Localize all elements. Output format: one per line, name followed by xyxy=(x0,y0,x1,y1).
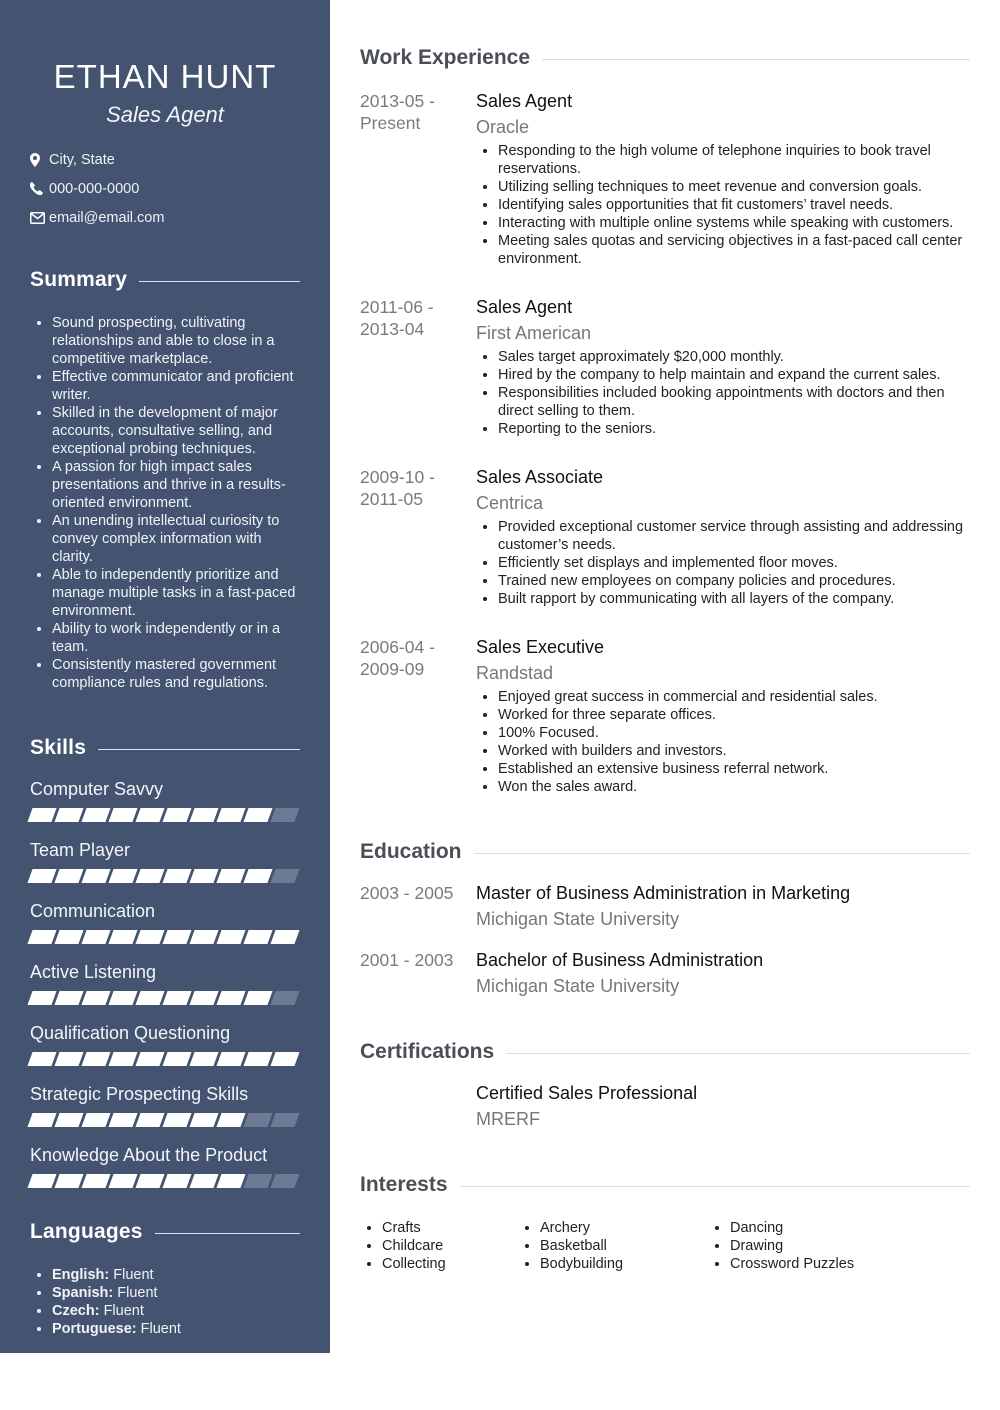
skill-segment-empty xyxy=(270,1174,299,1188)
job-bullets xyxy=(476,348,970,438)
skill-segment-filled xyxy=(135,1052,164,1066)
skill-segment-filled xyxy=(54,991,83,1005)
skill-segment-filled xyxy=(162,869,191,883)
interests-columns xyxy=(360,1219,970,1273)
skill-segment-filled xyxy=(27,991,56,1005)
skill-item xyxy=(30,961,300,1005)
interest-item: • Bodybuilding xyxy=(540,1255,708,1273)
summary-item: • A passion for high impact sales presentations and thrive in a results-oriented environment. xyxy=(52,458,300,512)
job-dates xyxy=(360,90,476,268)
job-title: Sales Associate xyxy=(476,467,604,487)
summary-heading xyxy=(30,268,300,292)
summary-list xyxy=(30,314,300,692)
skill-segment-filled xyxy=(189,991,218,1005)
skill-segment-filled xyxy=(27,808,56,822)
envelope-icon xyxy=(30,212,48,224)
job-entry xyxy=(360,636,970,796)
skill-rating-bar xyxy=(30,808,300,822)
education-school: Michigan State University xyxy=(476,976,680,996)
skill-segment-empty xyxy=(243,1174,272,1188)
job-body xyxy=(476,636,970,796)
education-heading xyxy=(360,840,970,864)
skill-name: Communication xyxy=(30,901,156,921)
interests-column xyxy=(518,1219,708,1273)
job-bullet: • Identifying sales opportunities that fit customers’ travel needs. xyxy=(498,196,970,214)
summary-item: • Effective communicator and proficient writer. xyxy=(52,368,300,404)
education-entry xyxy=(360,949,970,997)
job-company: Randstad xyxy=(476,663,554,683)
skill-segment-filled xyxy=(108,1174,137,1188)
language-level: Fluent xyxy=(113,1267,154,1283)
main-content xyxy=(360,0,970,1273)
skill-name: Active Listening xyxy=(30,962,157,982)
sidebar xyxy=(0,0,330,1353)
job-bullet: • Provided exceptional customer service through assisting and addressing customer’s needs. xyxy=(498,518,970,554)
skill-segment-empty xyxy=(270,808,299,822)
job-date-end: 2009-09 xyxy=(360,659,425,679)
interests-column xyxy=(708,1219,908,1273)
skill-name: Knowledge About the Product xyxy=(30,1145,268,1165)
skill-segment-filled xyxy=(162,808,191,822)
job-bullet: • Responsibilities included booking appointments with doctors and then direct selling to them. xyxy=(498,384,970,420)
skill-segment-filled xyxy=(189,869,218,883)
work-title: Work Experience xyxy=(360,46,531,69)
certifications-title: Certifications xyxy=(360,1040,495,1063)
education-degree: Bachelor of Business Administration xyxy=(476,950,764,970)
job-bullets xyxy=(476,688,970,796)
skills-title: Skills xyxy=(30,736,87,759)
job-bullet: • Interacting with multiple online systems while speaking with customers. xyxy=(498,214,970,232)
skill-segment-filled xyxy=(189,808,218,822)
skill-segment-filled xyxy=(108,930,137,944)
interests-column xyxy=(360,1219,518,1273)
skill-segment-filled xyxy=(162,1174,191,1188)
job-bullet: • Built rapport by communicating with all layers of the company. xyxy=(498,590,970,608)
work-divider xyxy=(542,59,970,60)
skill-segment-filled xyxy=(216,1174,245,1188)
location-text: City, State xyxy=(49,151,115,168)
skill-segment-filled xyxy=(243,1052,272,1066)
skill-segment-filled xyxy=(27,869,56,883)
job-bullet: • Meeting sales quotas and servicing objectives in a fast-paced call center environment. xyxy=(498,232,970,268)
job-dates xyxy=(360,636,476,796)
work-heading xyxy=(360,46,970,70)
education-school: Michigan State University xyxy=(476,909,680,929)
skill-segment-filled xyxy=(270,1052,299,1066)
skill-segment-filled xyxy=(162,930,191,944)
job-entry xyxy=(360,90,970,268)
skill-segment-filled xyxy=(243,991,272,1005)
skill-segment-filled xyxy=(81,869,110,883)
languages-list xyxy=(30,1266,300,1338)
job-title: Sales Agent xyxy=(476,91,573,111)
interests-title: Interests xyxy=(360,1173,448,1196)
skill-item xyxy=(30,839,300,883)
education-body xyxy=(476,949,970,997)
education-degree: Master of Business Administration in Marketing xyxy=(476,883,851,903)
job-company: Centrica xyxy=(476,493,544,513)
summary-divider xyxy=(139,281,300,282)
job-date-end: 2011-05 xyxy=(360,489,423,509)
language-item xyxy=(52,1320,300,1338)
skill-segment-filled xyxy=(135,808,164,822)
skill-rating-bar xyxy=(30,1052,300,1066)
skill-segment-filled xyxy=(162,1052,191,1066)
skill-segment-empty xyxy=(270,869,299,883)
skill-segment-filled xyxy=(162,991,191,1005)
summary-item: • Able to independently prioritize and manage multiple tasks in a fast-paced environment. xyxy=(52,566,300,620)
education-dates: 2003 - 2005 xyxy=(360,883,454,903)
skill-segment-empty xyxy=(243,1113,272,1127)
skill-rating-bar xyxy=(30,869,300,883)
skill-segment-filled xyxy=(108,991,137,1005)
candidate-name: ETHAN HUNT xyxy=(53,58,277,95)
skill-segment-filled xyxy=(27,1113,56,1127)
education-entry xyxy=(360,882,970,930)
job-company: First American xyxy=(476,323,592,343)
languages-divider xyxy=(155,1233,300,1234)
language-name: Portuguese: xyxy=(52,1321,137,1337)
skill-segment-filled xyxy=(189,930,218,944)
skill-segment-filled xyxy=(135,991,164,1005)
certification-entry xyxy=(360,1082,970,1130)
job-bullet: • Responding to the high volume of telephone inquiries to book travel reservations. xyxy=(498,142,970,178)
language-item xyxy=(52,1266,300,1284)
job-date-end: 2013-04 xyxy=(360,319,425,339)
certification-issuer: MRERF xyxy=(476,1109,540,1129)
skill-name: Qualification Questioning xyxy=(30,1023,231,1043)
interest-item: • Archery xyxy=(540,1219,708,1237)
skill-segment-filled xyxy=(216,991,245,1005)
skill-segment-filled xyxy=(81,1113,110,1127)
job-body xyxy=(476,466,970,608)
contact-info xyxy=(30,145,300,232)
interest-item: • Drawing xyxy=(730,1237,908,1255)
languages-heading xyxy=(30,1220,300,1244)
skill-segment-filled xyxy=(54,869,83,883)
skill-segment-filled xyxy=(216,869,245,883)
skill-segment-filled xyxy=(189,1113,218,1127)
job-bullet: • Established an extensive business referral network. xyxy=(498,760,970,778)
skill-segment-filled xyxy=(108,869,137,883)
skill-segment-filled xyxy=(27,930,56,944)
job-bullet: • Utilizing selling techniques to meet revenue and conversion goals. xyxy=(498,178,970,196)
skill-segment-filled xyxy=(135,930,164,944)
summary-item: • Skilled in the development of major accounts, consultative selling, and exceptional probing techniques. xyxy=(52,404,300,458)
skill-segment-filled xyxy=(135,869,164,883)
location-row xyxy=(30,145,300,174)
language-level: Fluent xyxy=(117,1285,158,1301)
job-date-start: 2009-10 - xyxy=(360,467,435,487)
skill-segment-filled xyxy=(108,1052,137,1066)
email-link[interactable]: email@email.com xyxy=(49,209,165,226)
job-body xyxy=(476,296,970,438)
interest-item: • Dancing xyxy=(730,1219,908,1237)
job-bullets xyxy=(476,142,970,268)
skill-item xyxy=(30,1083,300,1127)
skill-segment-filled xyxy=(54,930,83,944)
education-title: Education xyxy=(360,840,462,863)
languages-title: Languages xyxy=(30,1220,143,1243)
certification-date-spacer xyxy=(360,1082,476,1130)
skill-segment-filled xyxy=(27,1174,56,1188)
skill-segment-filled xyxy=(27,1052,56,1066)
summary-item: • Consistently mastered government compliance rules and regulations. xyxy=(52,656,300,692)
interest-item: • Crossword Puzzles xyxy=(730,1255,908,1273)
language-name: English: xyxy=(52,1267,110,1283)
skill-segment-filled xyxy=(216,808,245,822)
job-bullet: • Sales target approximately $20,000 monthly. xyxy=(498,348,970,366)
skill-segment-filled xyxy=(243,930,272,944)
education-body xyxy=(476,882,970,930)
job-date-start: 2011-06 - xyxy=(360,297,434,317)
skill-item xyxy=(30,1022,300,1066)
skill-segment-filled xyxy=(243,869,272,883)
skill-segment-filled xyxy=(270,930,299,944)
skills-list xyxy=(30,778,300,1188)
skill-item xyxy=(30,1144,300,1188)
job-bullet: • Worked for three separate offices. xyxy=(498,706,970,724)
skill-segment-filled xyxy=(108,808,137,822)
skill-item xyxy=(30,778,300,822)
job-bullet: • Won the sales award. xyxy=(498,778,970,796)
certification-body xyxy=(476,1082,970,1130)
job-date-end: Present xyxy=(360,113,421,133)
interest-item: • Collecting xyxy=(382,1255,518,1273)
certifications-heading xyxy=(360,1040,970,1064)
language-name: Spanish: xyxy=(52,1285,114,1301)
job-bullet: • Trained new employees on company policies and procedures. xyxy=(498,572,970,590)
skill-name: Team Player xyxy=(30,840,131,860)
job-bullet: • 100% Focused. xyxy=(498,724,970,742)
skill-segment-filled xyxy=(81,808,110,822)
job-title: Sales Executive xyxy=(476,637,605,657)
skill-segment-filled xyxy=(189,1174,218,1188)
interest-item: • Crafts xyxy=(382,1219,518,1237)
skill-name: Computer Savvy xyxy=(30,779,164,799)
certification-name: Certified Sales Professional xyxy=(476,1083,698,1103)
job-body xyxy=(476,90,970,268)
skill-segment-filled xyxy=(54,1052,83,1066)
language-item xyxy=(52,1302,300,1320)
certifications-divider xyxy=(506,1053,970,1054)
email-row xyxy=(30,203,300,232)
skill-segment-filled xyxy=(81,930,110,944)
language-item xyxy=(52,1284,300,1302)
interests-heading xyxy=(360,1173,970,1197)
language-level: Fluent xyxy=(103,1303,144,1319)
skill-segment-filled xyxy=(108,1113,137,1127)
job-title: Sales Agent xyxy=(476,297,573,317)
skill-item xyxy=(30,900,300,944)
skills-heading xyxy=(30,736,300,760)
summary-item: • Sound prospecting, cultivating relationships and able to close in a competitive marketplace. xyxy=(52,314,300,368)
skill-segment-filled xyxy=(81,991,110,1005)
skill-segment-filled xyxy=(216,1052,245,1066)
job-dates xyxy=(360,296,476,438)
phone-icon xyxy=(30,182,48,195)
skill-segment-filled xyxy=(189,1052,218,1066)
skill-segment-filled xyxy=(81,1174,110,1188)
education-dates: 2001 - 2003 xyxy=(360,950,454,970)
interests-divider xyxy=(460,1186,970,1187)
job-bullet: • Reporting to the seniors. xyxy=(498,420,970,438)
summary-item: • An unending intellectual curiosity to convey complex information with clarity. xyxy=(52,512,300,566)
language-level: Fluent xyxy=(140,1321,181,1337)
skill-segment-filled xyxy=(162,1113,191,1127)
interest-item: • Childcare xyxy=(382,1237,518,1255)
job-entry xyxy=(360,296,970,438)
skill-segment-filled xyxy=(135,1113,164,1127)
job-bullet: • Efficiently set displays and implemented floor moves. xyxy=(498,554,970,572)
job-date-start: 2006-04 - xyxy=(360,637,435,657)
job-bullet: • Enjoyed great success in commercial and residential sales. xyxy=(498,688,970,706)
summary-title: Summary xyxy=(30,268,128,291)
education-divider xyxy=(474,853,970,854)
map-pin-icon xyxy=(30,153,48,167)
skills-divider xyxy=(98,749,300,750)
skill-segment-filled xyxy=(216,1113,245,1127)
candidate-role: Sales Agent xyxy=(106,102,224,127)
skill-segment-filled xyxy=(216,930,245,944)
skill-name: Strategic Prospecting Skills xyxy=(30,1084,249,1104)
phone-text: 000-000-0000 xyxy=(49,180,140,197)
skill-rating-bar xyxy=(30,991,300,1005)
skill-rating-bar xyxy=(30,1174,300,1188)
job-date-start: 2013-05 - xyxy=(360,91,435,111)
skill-segment-filled xyxy=(243,808,272,822)
job-bullet: • Hired by the company to help maintain and expand the current sales. xyxy=(498,366,970,384)
job-dates xyxy=(360,466,476,608)
skill-rating-bar xyxy=(30,1113,300,1127)
job-company: Oracle xyxy=(476,117,530,137)
language-name: Czech: xyxy=(52,1303,100,1319)
skill-segment-empty xyxy=(270,991,299,1005)
summary-item: • Ability to work independently or in a team. xyxy=(52,620,300,656)
phone-row xyxy=(30,174,300,203)
skill-segment-empty xyxy=(270,1113,299,1127)
skill-segment-filled xyxy=(81,1052,110,1066)
skill-segment-filled xyxy=(135,1174,164,1188)
job-bullets xyxy=(476,518,970,608)
skill-segment-filled xyxy=(54,1113,83,1127)
job-entry xyxy=(360,466,970,608)
skill-segment-filled xyxy=(54,1174,83,1188)
skill-rating-bar xyxy=(30,930,300,944)
job-bullet: • Worked with builders and investors. xyxy=(498,742,970,760)
skill-segment-filled xyxy=(54,808,83,822)
interest-item: • Basketball xyxy=(540,1237,708,1255)
